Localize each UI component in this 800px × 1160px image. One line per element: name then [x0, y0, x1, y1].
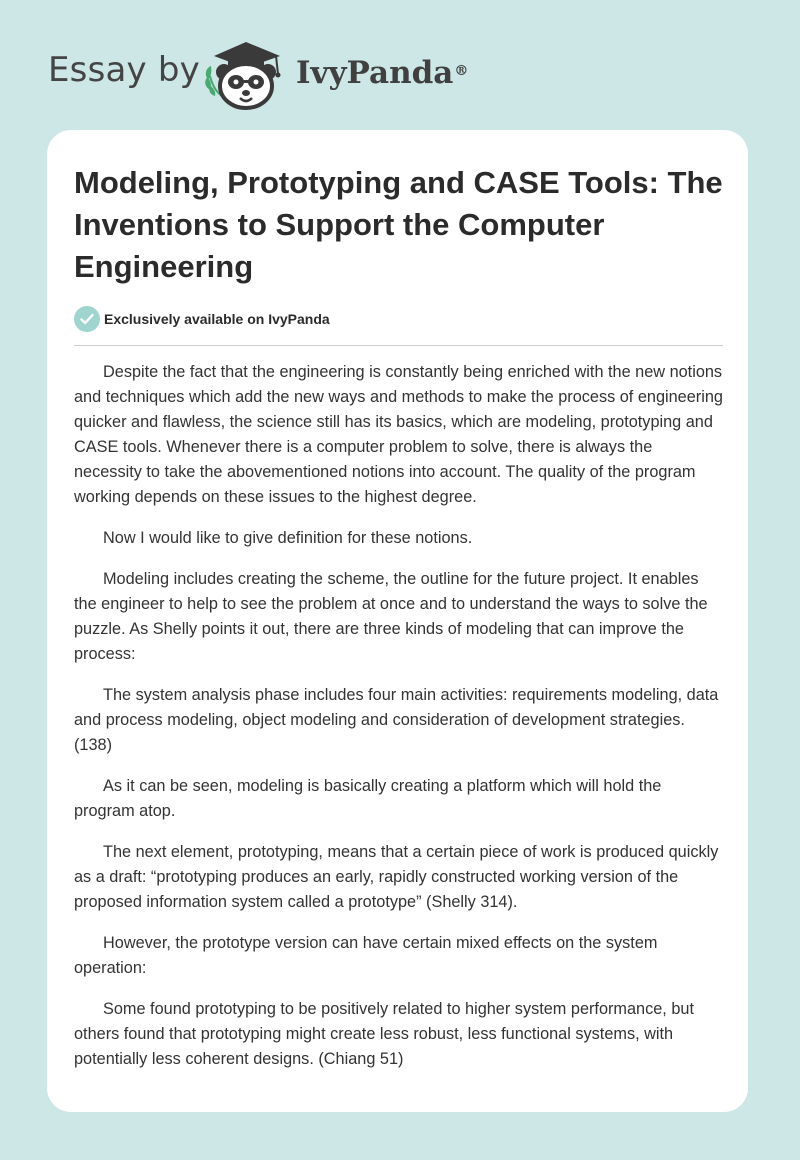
panda-graduate-icon — [198, 34, 294, 110]
paragraph: Now I would like to give definition for these notions. — [103, 529, 473, 547]
paragraph: The next element, prototyping, means that a certain piece of work is produced quickly as a draft: “prototyping produces an early, rapidly constructed working version of the proposed information system called a prototype” (Shelly 314). — [74, 843, 719, 911]
paragraph: Modeling includes creating the scheme, the outline for the future project. It enables the engineer to help to see the problem at once and to understand the ways to solve the puzzle. As Shelly points it out, there are three kinds of modeling that can improve the process: — [74, 570, 708, 663]
check-circle-icon — [74, 306, 100, 332]
brand-label: IvyPanda — [296, 55, 454, 91]
paragraph: Despite the fact that the engineering is constantly being enriched with the new notions and techniques which add the new ways and methods to make the process of engineering quicker and flawless, the science still has its basics, which are modeling, prototyping and CASE tools. Whenever there is a computer problem to solve, there is always the necessity to take the abovementioned notions into account. The quality of the program working depends on these issues to the highest degree. — [74, 363, 723, 506]
site-header — [0, 0, 800, 130]
paragraph: As it can be seen, modeling is basically creating a platform which will hold the program atop. — [74, 777, 662, 820]
essay-body — [74, 360, 724, 1088]
exclusive-badge-label: Exclusively available on IvyPanda — [104, 311, 330, 327]
paragraph: Some found prototyping to be positively related to higher system performance, but others found that prototyping might create less robust, less functional systems, with potentially less coherent designs. (Chiang 51) — [74, 1000, 694, 1068]
divider — [74, 345, 723, 346]
essay-title: Modeling, Prototyping and CASE Tools: The Inventions to Support the Computer Engineering — [74, 165, 723, 284]
paragraph: The system analysis phase includes four main activities: requirements modeling, data and process modeling, object modeling and consideration of development strategies. (138) — [74, 686, 719, 754]
essay-by-label: Essay by — [48, 50, 200, 90]
essay-card — [47, 130, 748, 1112]
paragraph: However, the prototype version can have certain mixed effects on the system operation: — [74, 934, 658, 977]
registered-mark: ® — [454, 63, 469, 79]
exclusive-badge — [74, 306, 330, 332]
brand-name[interactable] — [296, 54, 468, 92]
